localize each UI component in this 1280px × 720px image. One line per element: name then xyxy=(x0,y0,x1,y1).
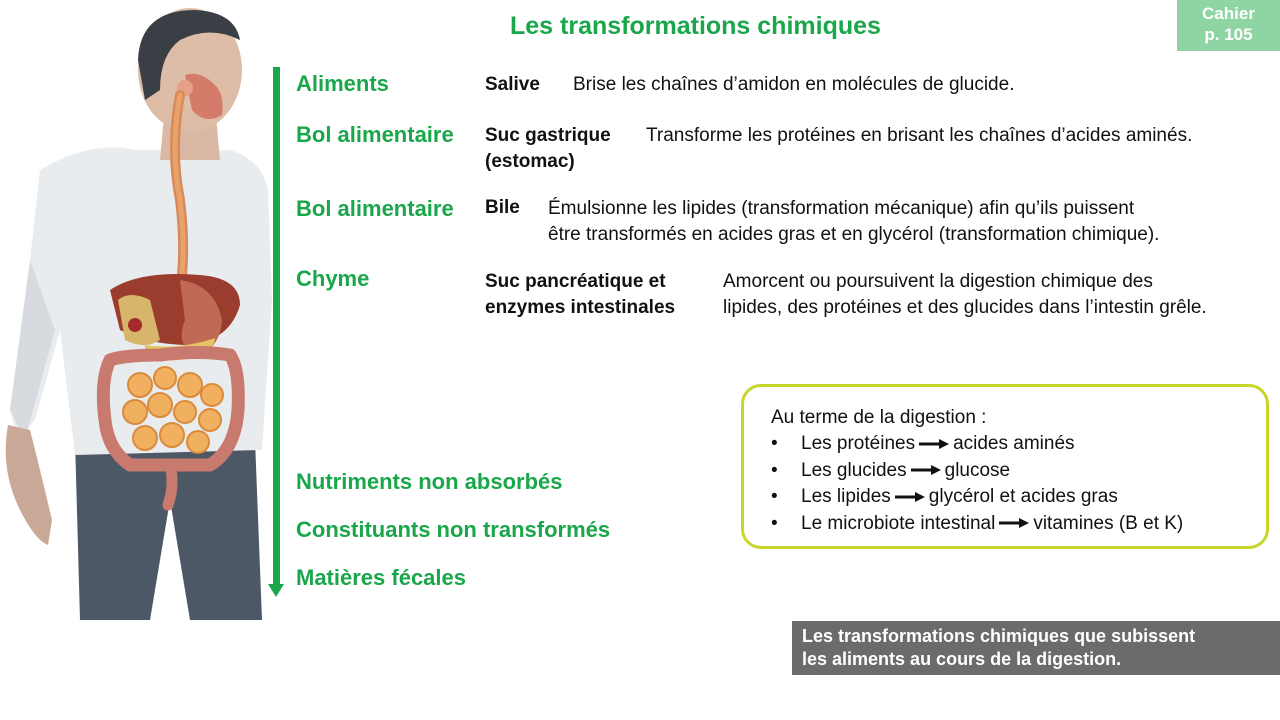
stage-constituants: Constituants non transformés xyxy=(296,517,611,542)
arrow-right-icon xyxy=(919,439,949,449)
stage-aliments: Aliments xyxy=(296,71,389,96)
bullet-icon: • xyxy=(771,459,778,481)
summary-item xyxy=(771,458,1266,485)
summary-item-from: Les lipides xyxy=(801,486,891,507)
juice-bile: Bile xyxy=(485,197,520,218)
cahier-label: Cahier xyxy=(1202,4,1255,23)
stage-bol-alimentaire-1: Bol alimentaire xyxy=(296,122,454,147)
desc-salive: Brise les chaînes d’amidon en molécules de glucide. xyxy=(573,74,1015,95)
summary-list xyxy=(771,431,1266,537)
stage-matieres-fecales: Matières fécales xyxy=(296,565,466,590)
cahier-badge xyxy=(1177,0,1280,51)
arrow-right-icon xyxy=(911,465,941,475)
desc-suc-pancreatique xyxy=(723,269,1207,321)
summary-item-to: acides aminés xyxy=(953,433,1075,454)
summary-item-from: Les protéines xyxy=(801,433,916,454)
desc-suc-gastrique: Transforme les protéines en brisant les chaînes d’acides aminés. xyxy=(646,125,1193,146)
cahier-page: p. 105 xyxy=(1204,25,1253,44)
stage-bol-alimentaire-2: Bol alimentaire xyxy=(296,196,454,221)
juice-salive: Salive xyxy=(485,74,540,95)
summary-item-to: glucose xyxy=(944,459,1011,481)
arrow-right-icon xyxy=(895,492,925,502)
summary-item-from: Le microbiote intestinal xyxy=(801,512,996,534)
bullet-icon: • xyxy=(771,433,778,454)
page-title: Les transformations chimiques xyxy=(510,12,881,40)
digestion-summary-box xyxy=(741,384,1269,549)
bullet-icon: • xyxy=(771,512,778,534)
summary-item-to: vitamines (B et K) xyxy=(1033,512,1184,534)
desc-bile-line1: Émulsionne les lipides (transformation mécanique) afin qu’ils puissent xyxy=(548,198,1135,219)
desc-suc-pancreatique-line1: Amorcent ou poursuivent la digestion chimique des xyxy=(723,271,1153,292)
flow-arrowhead-icon xyxy=(268,584,284,597)
summary-item-from: Les glucides xyxy=(801,459,907,481)
desc-bile xyxy=(548,196,1159,248)
juice-suc-pancreatique-line1: Suc pancréatique et xyxy=(485,271,666,292)
summary-lead: Au terme de la digestion : xyxy=(771,407,987,428)
desc-suc-pancreatique-line2: lipides, des protéines et des glucides dans l’intestin grêle. xyxy=(723,297,1207,318)
desc-bile-line2: être transformés en acides gras et en glycérol (transformation chimique). xyxy=(548,224,1160,245)
caption-line2: les aliments au cours de la digestion. xyxy=(802,649,1122,669)
caption-line1: Les transformations chimiques que subissent xyxy=(802,626,1196,646)
arrow-right-icon xyxy=(999,518,1029,528)
bullet-icon: • xyxy=(771,486,778,507)
juice-suc-pancreatique-line2: enzymes intestinales xyxy=(485,297,676,318)
digestive-system-illustration xyxy=(0,0,272,620)
summary-item-to: glycérol et acides gras xyxy=(928,486,1118,507)
digestion-flow-line xyxy=(273,67,280,587)
figure-caption xyxy=(792,621,1280,675)
stage-nutriments: Nutriments non absorbés xyxy=(296,469,563,494)
juice-suc-gastrique-line1: Suc gastrique xyxy=(485,125,611,146)
juice-suc-gastrique-line2: (estomac) xyxy=(485,151,575,172)
stage-chyme: Chyme xyxy=(296,266,370,291)
juice-suc-gastrique xyxy=(485,123,611,175)
summary-item xyxy=(771,511,1266,538)
summary-item xyxy=(771,431,1266,458)
juice-suc-pancreatique xyxy=(485,269,675,321)
summary-item xyxy=(771,484,1266,511)
